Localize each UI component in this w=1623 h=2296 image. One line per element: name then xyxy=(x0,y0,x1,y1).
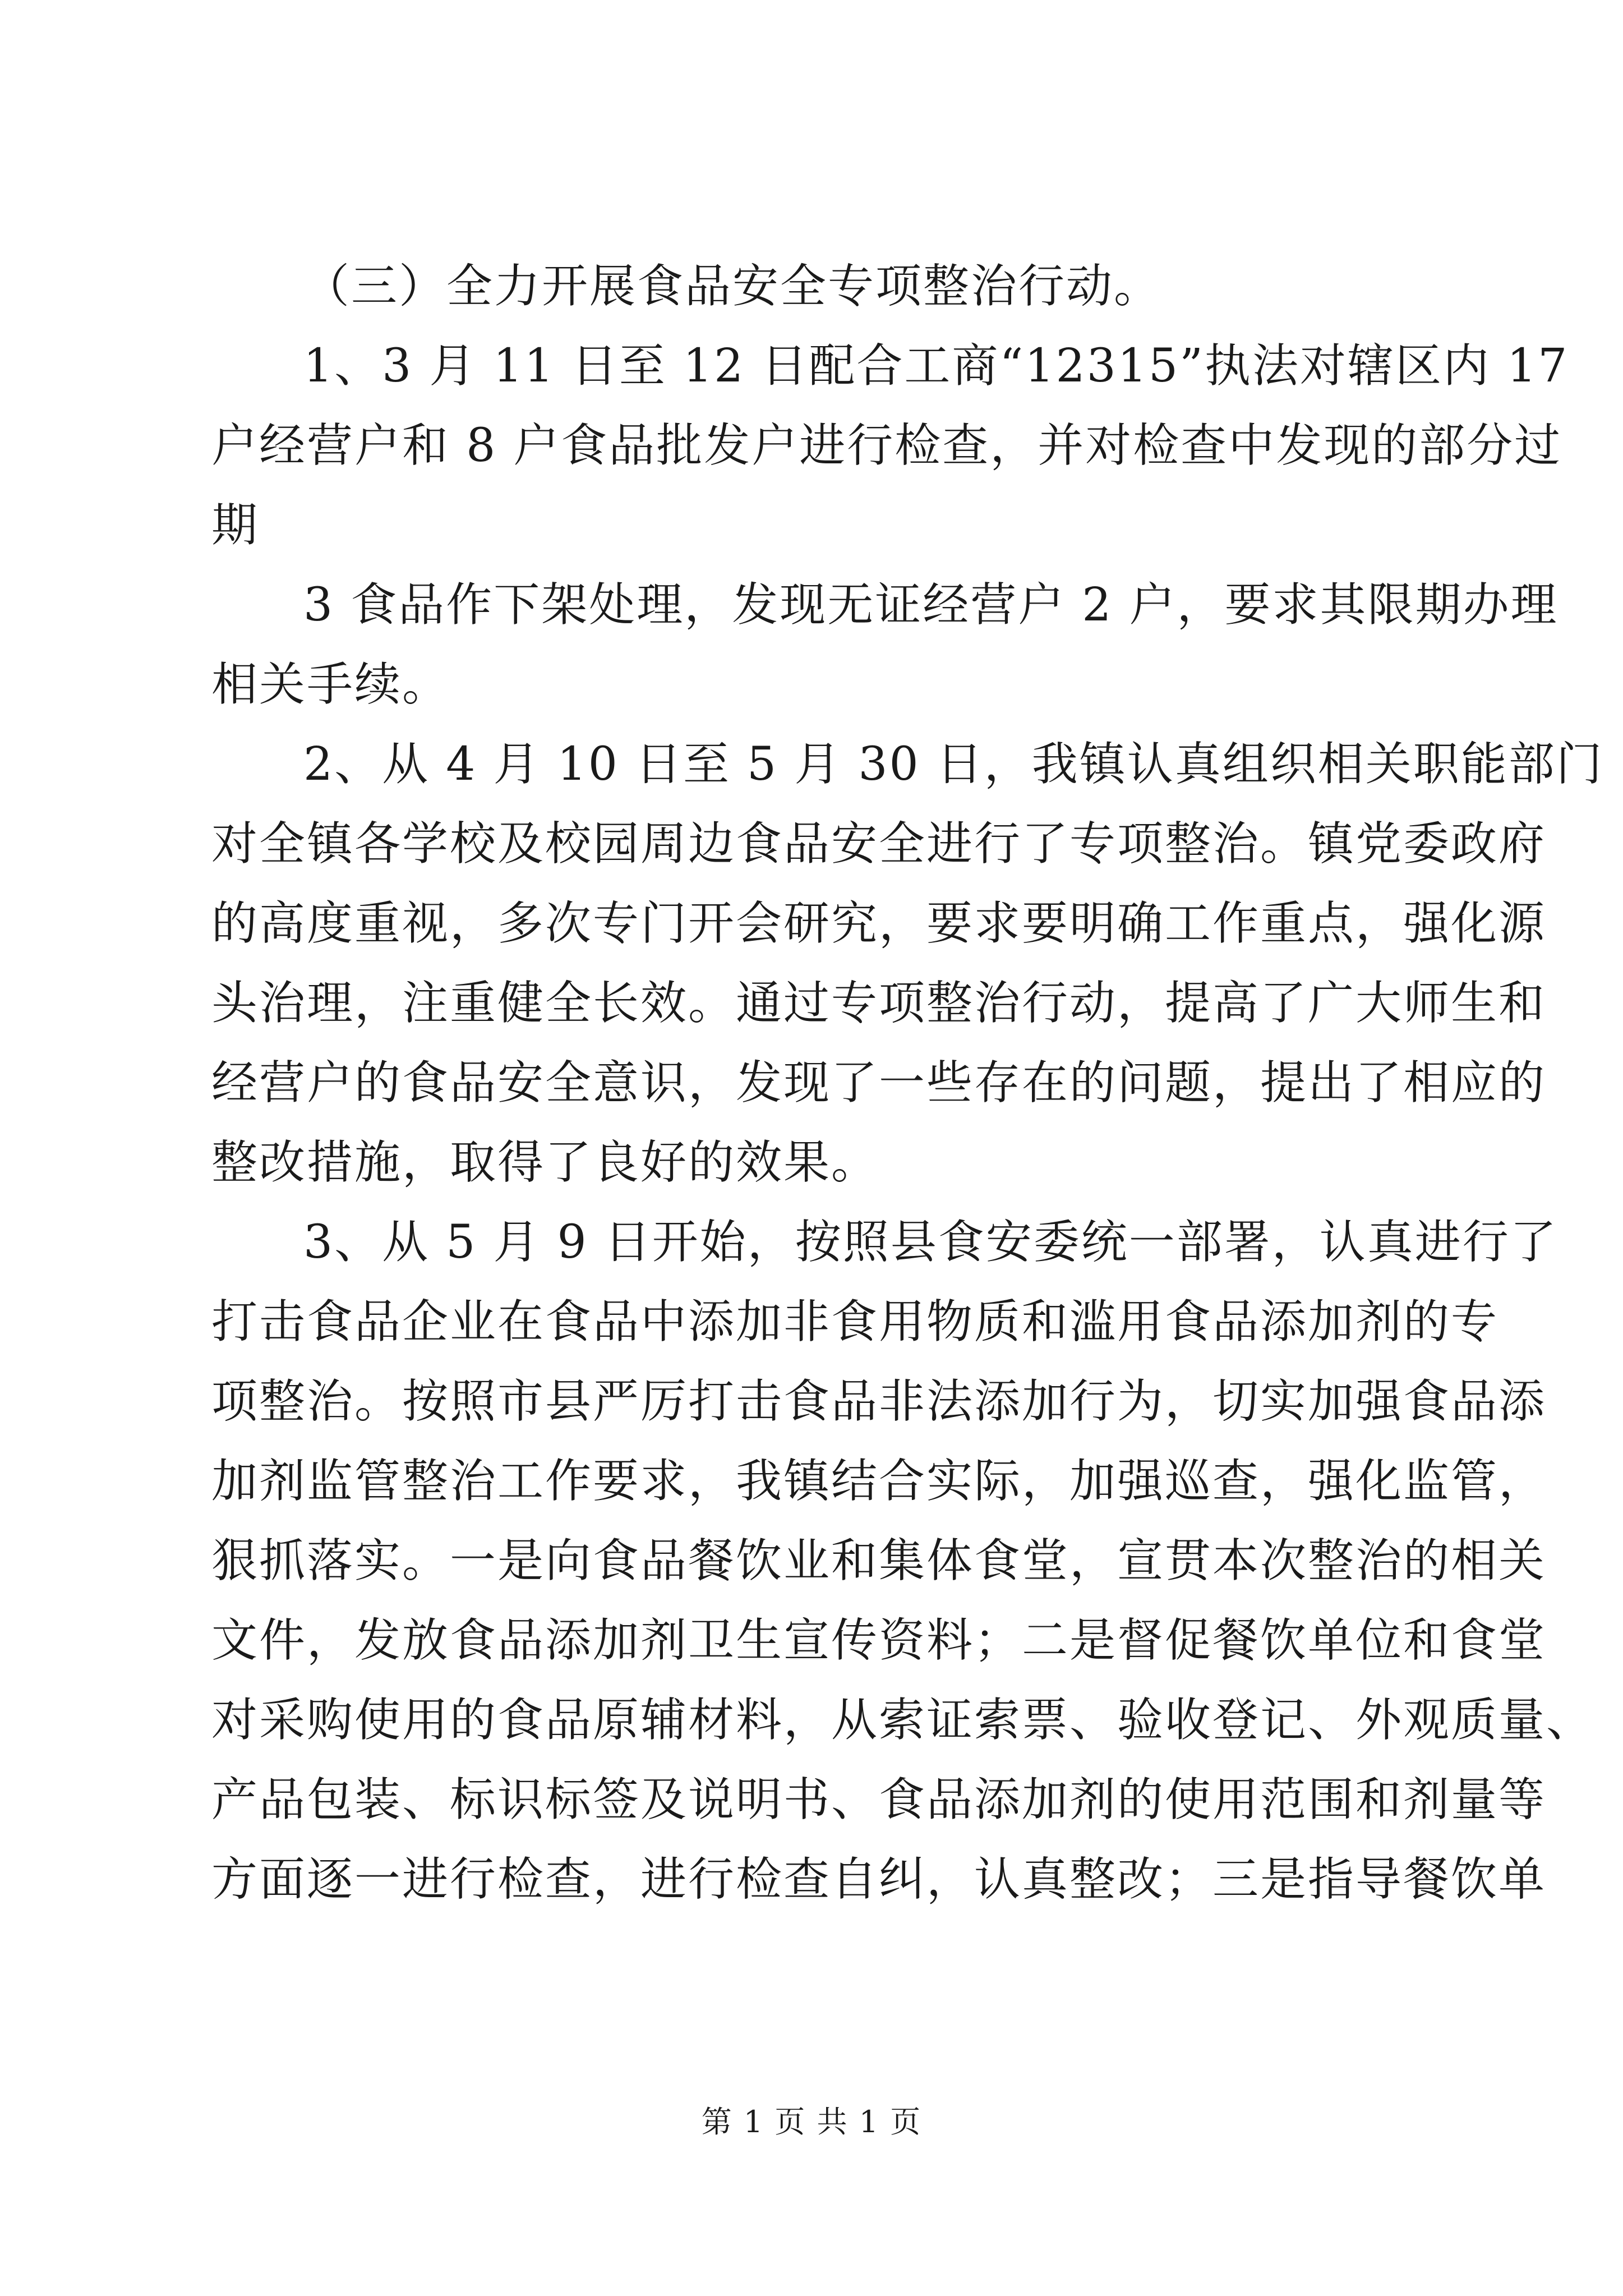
text-line: 3 食品作下架处理，发现无证经营户 2 户，要求其限期办理 xyxy=(303,578,1559,632)
text-line: 的高度重视，多次专门开会研究，要求要明确工作重点，强化源 xyxy=(211,897,1547,950)
text-line: 狠抓落实。一是向食品餐饮业和集体食堂，宣贯本次整治的相关 xyxy=(211,1534,1547,1588)
document-body xyxy=(211,247,1604,1920)
paragraph-item-1 xyxy=(211,326,1569,565)
text-line: （三）全力开展食品安全专项整治行动。 xyxy=(303,260,1162,313)
text-line: 1、3 月 11 日至 12 日配合工商“12315”执法对辖区内 17 xyxy=(303,339,1569,393)
text-line: 文件，发放食品添加剂卫生宣传资料；二是督促餐饮单位和食堂 xyxy=(211,1614,1547,1667)
text-line: 项整治。按照市县严厉打击食品非法添加行为，切实加强食品添 xyxy=(211,1375,1547,1428)
text-line: 期 xyxy=(211,499,260,552)
text-line: 加剂监管整治工作要求，我镇结合实际，加强巡查，强化监管， xyxy=(211,1455,1547,1508)
paragraph-item-3 xyxy=(211,1203,1594,1920)
paragraph-item-2 xyxy=(211,725,1604,1203)
text-line: 对全镇各学校及校园周边食品安全进行了专项整治。镇党委政府 xyxy=(211,817,1547,871)
text-line: 3、从 5 月 9 日开始，按照县食安委统一部署，认真进行了 xyxy=(303,1216,1558,1269)
text-line: 方面逐一进行检查，进行检查自纠，认真整改；三是指导餐饮单 xyxy=(211,1853,1547,1906)
paragraph-section-heading xyxy=(211,247,1417,326)
text-line: 产品包装、标识标签及说明书、食品添加剂的使用范围和剂量等 xyxy=(211,1773,1547,1826)
text-line: 对采购使用的食品原辅材料，从索证索票、验收登记、外观质量、 xyxy=(211,1694,1594,1747)
text-line: 户经营户和 8 户食品批发户进行检查，并对检查中发现的部分过 xyxy=(211,419,1562,472)
text-line: 整改措施，取得了良好的效果。 xyxy=(211,1136,879,1189)
page-number-label: 第 1 页 共 1 页 xyxy=(701,2104,922,2139)
text-line: 2、从 4 月 10 日至 5 月 30 日，我镇认真组织相关职能部门 xyxy=(303,738,1604,791)
paragraph-item-1-continued xyxy=(211,565,1559,725)
text-line: 打击食品企业在食品中添加非食用物质和滥用食品添加剂的专 xyxy=(211,1295,1499,1349)
page-footer xyxy=(0,2098,1623,2141)
text-line: 相关手续。 xyxy=(211,658,450,711)
text-line: 头治理，注重健全长效。通过专项整治行动，提高了广大师生和 xyxy=(211,977,1547,1030)
text-line: 经营户的食品安全意识，发现了一些存在的问题，提出了相应的 xyxy=(211,1056,1547,1110)
